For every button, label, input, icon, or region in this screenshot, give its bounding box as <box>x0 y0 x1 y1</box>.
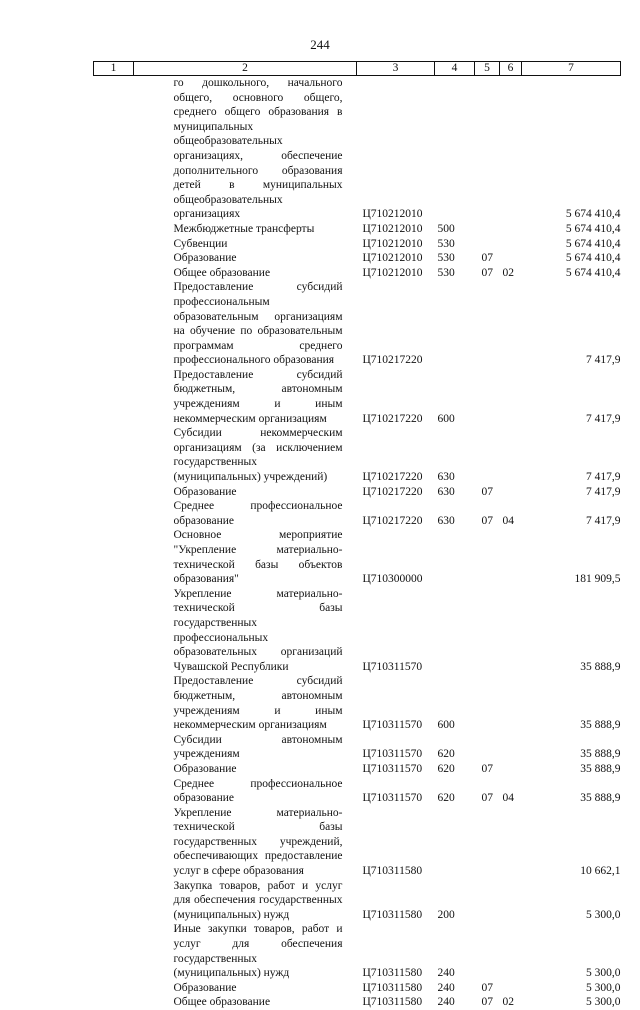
row-expense-type <box>435 280 475 368</box>
table-row <box>94 806 621 879</box>
row-subsection <box>500 76 522 222</box>
row-amount: 35 888,9 <box>580 719 621 732</box>
row-target-code: Ц710311580 <box>362 908 423 921</box>
row-target-code: Ц710311570 <box>362 748 423 761</box>
row-subsection <box>500 587 522 675</box>
row-target-code: Ц710212010 <box>362 222 423 235</box>
row-name: Образование <box>173 981 237 994</box>
row-name: Общее образование <box>173 996 271 1009</box>
row-amount: 5 674 410,4 <box>565 266 621 279</box>
header-col-3: 3 <box>357 62 435 76</box>
row-name: Предоставление субсидий профессиональным образовательным организациям на обучение по образовательным программам среднего профессионального образования <box>173 281 343 367</box>
row-expense-type: 600 <box>437 719 455 732</box>
row-section <box>475 674 500 732</box>
row-expense-type: 240 <box>437 996 455 1009</box>
row-spacer <box>94 777 134 806</box>
row-expense-type: 620 <box>437 762 455 775</box>
row-subsection: 04 <box>502 514 514 527</box>
row-amount: 7 417,9 <box>586 514 621 527</box>
table-row <box>94 499 621 528</box>
row-name: Укрепление материально-технической базы государственных учреждений, обеспечивающих предоставление услуг в сфере образования <box>173 806 343 878</box>
row-section <box>475 237 500 252</box>
table-row <box>94 76 621 222</box>
row-section <box>475 426 500 484</box>
row-spacer <box>94 922 134 980</box>
row-section: 07 <box>481 266 493 279</box>
row-subsection: 04 <box>502 792 514 805</box>
row-section <box>475 368 500 426</box>
row-spacer <box>94 251 134 266</box>
row-amount: 35 888,9 <box>580 792 621 805</box>
row-name: Основное мероприятие "Укрепление материально-технической базы объектов образования" <box>173 529 343 586</box>
row-amount: 35 888,9 <box>580 660 621 673</box>
row-amount: 5 300,0 <box>586 996 621 1009</box>
row-section <box>475 76 500 222</box>
table-row <box>94 237 621 252</box>
row-subsection: 02 <box>502 996 514 1009</box>
row-name: го дошкольного, начального общего, основного общего, среднего общего образования в муниципальных общеобразовательных организациях, обеспечение дополнительного образования детей в муниципальных общеобразовательных организациях <box>173 77 343 221</box>
row-spacer <box>94 222 134 237</box>
row-name: Субсидии некоммерческим организациям (за исключением государственных (муниципальных) учреждений) <box>173 427 343 484</box>
row-name: Общее образование <box>173 266 271 279</box>
row-target-code: Ц710217220 <box>362 514 423 527</box>
row-name: Образование <box>173 252 237 265</box>
row-subsection <box>500 485 522 500</box>
row-amount: 35 888,9 <box>580 748 621 761</box>
header-col-6: 6 <box>500 62 522 76</box>
row-expense-type: 530 <box>437 237 455 250</box>
row-section <box>475 587 500 675</box>
row-subsection <box>500 879 522 923</box>
row-spacer <box>94 266 134 281</box>
row-expense-type: 530 <box>437 266 455 279</box>
row-subsection <box>500 762 522 777</box>
row-target-code: Ц710212010 <box>362 208 423 221</box>
row-spacer <box>94 499 134 528</box>
row-amount: 7 417,9 <box>586 354 621 367</box>
row-section: 07 <box>481 792 493 805</box>
row-amount: 5 674 410,4 <box>565 222 621 235</box>
table-row <box>94 266 621 281</box>
row-amount: 5 674 410,4 <box>565 237 621 250</box>
row-target-code: Ц710311570 <box>362 762 423 775</box>
header-col-2: 2 <box>134 62 357 76</box>
row-subsection <box>500 251 522 266</box>
row-expense-type <box>435 587 475 675</box>
row-subsection <box>500 426 522 484</box>
table-row <box>94 426 621 484</box>
row-target-code: Ц710311580 <box>362 981 423 994</box>
row-target-code: Ц710217220 <box>362 354 423 367</box>
row-expense-type <box>435 76 475 222</box>
row-amount: 5 674 410,4 <box>565 252 621 265</box>
row-target-code: Ц710311580 <box>362 967 423 980</box>
row-spacer <box>94 806 134 879</box>
row-expense-type: 620 <box>437 792 455 805</box>
row-expense-type: 530 <box>437 252 455 265</box>
row-expense-type: 200 <box>437 908 455 921</box>
table-row <box>94 674 621 732</box>
row-target-code: Ц710300000 <box>362 573 423 586</box>
row-name: Иные закупки товаров, работ и услуг для обеспечения государственных (муниципальных) нужд <box>173 923 343 980</box>
row-amount: 7 417,9 <box>586 412 621 425</box>
header-col-7: 7 <box>522 62 621 76</box>
row-amount: 7 417,9 <box>586 485 621 498</box>
row-subsection <box>500 237 522 252</box>
table-row <box>94 528 621 586</box>
row-expense-type: 630 <box>437 471 455 484</box>
row-spacer <box>94 733 134 762</box>
row-name: Предоставление субсидий бюджетным, автономным учреждениям и иным некоммерческим организациям <box>173 675 343 732</box>
row-name: Образование <box>173 762 237 775</box>
header-col-4: 4 <box>435 62 475 76</box>
table-row <box>94 995 621 1010</box>
table-row <box>94 368 621 426</box>
row-spacer <box>94 981 134 996</box>
table-row <box>94 251 621 266</box>
row-target-code: Ц710217220 <box>362 485 423 498</box>
row-section <box>475 806 500 879</box>
row-amount: 181 909,5 <box>574 573 621 586</box>
row-spacer <box>94 368 134 426</box>
row-target-code: Ц710311580 <box>362 865 423 878</box>
column-number-header <box>94 62 621 76</box>
row-section <box>475 280 500 368</box>
row-target-code: Ц710217220 <box>362 471 423 484</box>
row-expense-type: 630 <box>437 514 455 527</box>
row-expense-type <box>435 806 475 879</box>
row-spacer <box>94 879 134 923</box>
row-expense-type: 630 <box>437 485 455 498</box>
row-expense-type: 240 <box>437 967 455 980</box>
row-spacer <box>94 237 134 252</box>
row-subsection <box>500 528 522 586</box>
row-section: 07 <box>481 514 493 527</box>
row-name: Субвенции <box>173 237 228 250</box>
row-amount: 5 300,0 <box>586 981 621 994</box>
row-spacer <box>94 587 134 675</box>
row-target-code: Ц710311580 <box>362 996 423 1009</box>
row-subsection <box>500 222 522 237</box>
row-section <box>475 733 500 762</box>
row-amount: 10 662,1 <box>580 865 621 878</box>
budget-table <box>93 61 620 1010</box>
table-row <box>94 879 621 923</box>
row-section: 07 <box>481 252 493 265</box>
row-spacer <box>94 674 134 732</box>
table-row <box>94 981 621 996</box>
row-target-code: Ц710217220 <box>362 412 423 425</box>
row-target-code: Ц710212010 <box>362 266 423 279</box>
row-subsection <box>500 922 522 980</box>
row-name: Среднее профессиональное образование <box>173 500 343 527</box>
table-row <box>94 922 621 980</box>
row-spacer <box>94 762 134 777</box>
row-expense-type: 240 <box>437 981 455 994</box>
row-amount: 35 888,9 <box>580 762 621 775</box>
row-expense-type <box>435 528 475 586</box>
row-amount: 5 674 410,4 <box>565 208 621 221</box>
row-target-code: Ц710311570 <box>362 719 423 732</box>
page-number: 244 <box>310 37 330 52</box>
row-section <box>475 922 500 980</box>
row-target-code: Ц710311570 <box>362 660 423 673</box>
table-row <box>94 485 621 500</box>
header-col-1: 1 <box>94 62 134 76</box>
table-row <box>94 587 621 675</box>
row-expense-type: 620 <box>437 748 455 761</box>
table-row <box>94 222 621 237</box>
row-section: 07 <box>481 981 493 994</box>
row-section: 07 <box>481 762 493 775</box>
row-section <box>475 222 500 237</box>
table-row <box>94 777 621 806</box>
row-name: Межбюджетные трансферты <box>173 222 315 235</box>
row-amount: 7 417,9 <box>586 471 621 484</box>
row-name: Субсидии автономным учреждениям <box>173 733 343 761</box>
row-spacer <box>94 426 134 484</box>
row-spacer <box>94 76 134 222</box>
row-name: Укрепление материально-технической базы государственных профессиональных образовательных организаций Чувашской Республики <box>173 587 343 673</box>
table-row <box>94 762 621 777</box>
row-amount: 5 300,0 <box>586 967 621 980</box>
row-expense-type: 600 <box>437 412 455 425</box>
row-name: Образование <box>173 485 237 498</box>
row-spacer <box>94 528 134 586</box>
row-subsection <box>500 733 522 762</box>
row-name: Среднее профессиональное образование <box>173 777 343 805</box>
row-section <box>475 528 500 586</box>
row-name: Закупка товаров, работ и услуг для обеспечения государственных (муниципальных) нужд <box>173 879 343 921</box>
row-spacer <box>94 485 134 500</box>
row-section: 07 <box>481 996 493 1009</box>
header-col-5: 5 <box>475 62 500 76</box>
row-subsection: 02 <box>502 266 514 279</box>
row-subsection <box>500 674 522 732</box>
row-subsection <box>500 806 522 879</box>
row-target-code: Ц710311570 <box>362 792 423 805</box>
row-name: Предоставление субсидий бюджетным, автономным учреждениям и иным некоммерческим организациям <box>173 368 343 425</box>
row-target-code: Ц710212010 <box>362 252 423 265</box>
table-row <box>94 280 621 368</box>
row-spacer <box>94 280 134 368</box>
row-section <box>475 879 500 923</box>
row-subsection <box>500 368 522 426</box>
row-expense-type: 500 <box>437 222 455 235</box>
table-row <box>94 733 621 762</box>
row-subsection <box>500 981 522 996</box>
row-subsection <box>500 280 522 368</box>
row-amount: 5 300,0 <box>586 908 621 921</box>
row-spacer <box>94 995 134 1010</box>
row-section: 07 <box>481 485 493 498</box>
row-target-code: Ц710212010 <box>362 237 423 250</box>
